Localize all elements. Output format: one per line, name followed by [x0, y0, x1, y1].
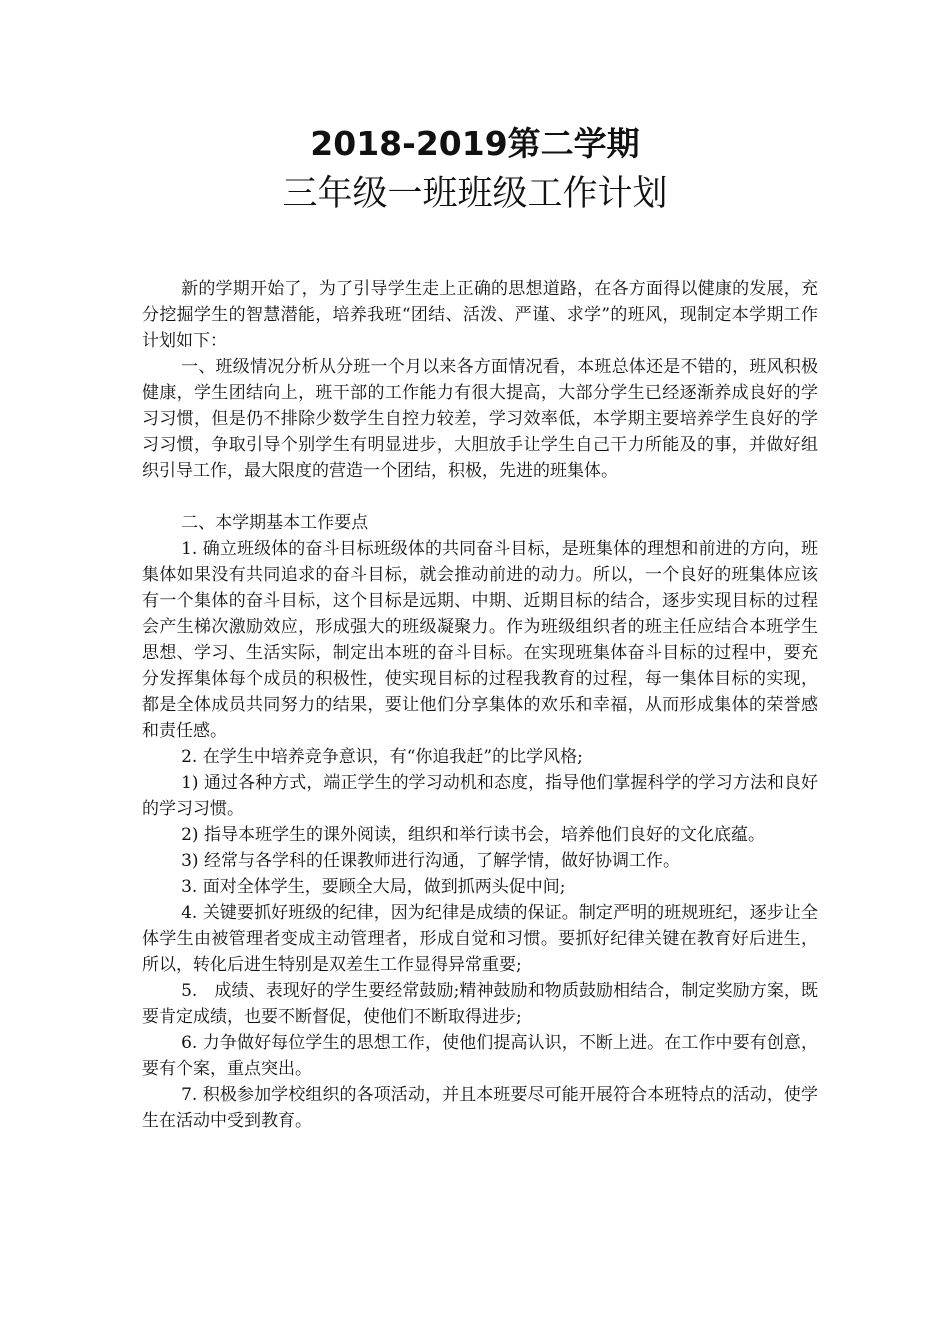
- paragraph-intro: 新的学期开始了，为了引导学生走上正确的思想道路，在各方面得以健康的发展，充分挖掘学生的智慧潜能，培养我班“团结、活泼、严谨、求学”的班风，现制定本学期工作计划如下：: [142, 279, 818, 351]
- paragraph-item-2: 2. 在学生中培养竞争意识，有“你追我赶”的比学风格;: [181, 747, 583, 767]
- paragraph-subitem-2: 2) 指导本班学生的课外阅读，组织和举行读书会，培养他们良好的文化底蕴。: [181, 825, 765, 845]
- paragraph-subitem-1: 1) 通过各种方式，端正学生的学习动机和态度，指导他们掌握科学的学习方法和良好的学习习惯。: [142, 773, 818, 819]
- paragraph-class-analysis: 一、班级情况分析从分班一个月以来各方面情况看，本班总体还是不错的，班风积极健康，学生团结向上，班干部的工作能力有很大提高，大部分学生已经逐渐养成良好的学习习惯，但是仍不排除少数学生自控力较差，学习效率低，本学期主要培养学生良好的学习习惯，争取引导个别学生有明显进步，大胆放手让学生自己干力所能及的事，并做好组织引导工作，最大限度的营造一个团结，积极，先进的班集体。: [142, 357, 818, 481]
- paragraph-subitem-3: 3) 经常与各学科的任课教师进行沟通，了解学情，做好协调工作。: [181, 851, 680, 871]
- paragraph-item-4: 4. 关键要抓好班级的纪律，因为纪律是成绩的保证。制定严明的班规班纪，逐步让全体学生由被管理者变成主动管理者，形成自觉和习惯。要抓好纪律关键在教育好后进生，所以，转化后进生特别是双差生工作显得异常重要;: [142, 903, 818, 975]
- section-heading-key-points: 二、本学期基本工作要点: [181, 513, 369, 533]
- title-line-plan: 三年级一班班级工作计划: [282, 174, 668, 214]
- title-line-term: 2018-2019第二学期: [310, 124, 640, 163]
- paragraph-spacer: [142, 484, 818, 510]
- document-body: [142, 276, 818, 1134]
- paragraph-item-7: 7. 积极参加学校组织的各项活动，并且本班要尽可能开展符合本班特点的活动，使学生在活动中受到教育。: [142, 1085, 818, 1131]
- paragraph-item-1: 1. 确立班级体的奋斗目标班级体的共同奋斗目标，是班集体的理想和前进的方向，班集体如果没有共同追求的奋斗目标，就会推动前进的动力。所以，一个良好的班集体应该有一个集体的奋斗目标，这个目标是远期、中期、近期目标的结合，逐步实现目标的过程会产生梯次激励效应，形成强大的班级凝聚力。作为班级组织者的班主任应结合本班学生思想、学习、生活实际，制定出本班的奋斗目标。在实现班集体奋斗目标的过程中，要充分发挥集体每个成员的积极性，使实现目标的过程我教育的过程，每一集体目标的实现，都是全体成员共同努力的结果，要让他们分享集体的欢乐和幸福，从而形成集体的荣誉感和责任感。: [142, 539, 818, 741]
- document-title: [0, 120, 950, 218]
- paragraph-item-3: 3. 面对全体学生，要顾全大局，做到抓两头促中间;: [181, 877, 566, 897]
- paragraph-item-6: 6. 力争做好每位学生的思想工作，使他们提高认识，不断上进。在工作中要有创意，要有个案，重点突出。: [142, 1033, 818, 1079]
- paragraph-item-5: 5. 成绩、表现好的学生要经常鼓励;精神鼓励和物质鼓励相结合，制定奖励方案，既要肯定成绩，也要不断督促，使他们不断取得进步;: [142, 981, 818, 1027]
